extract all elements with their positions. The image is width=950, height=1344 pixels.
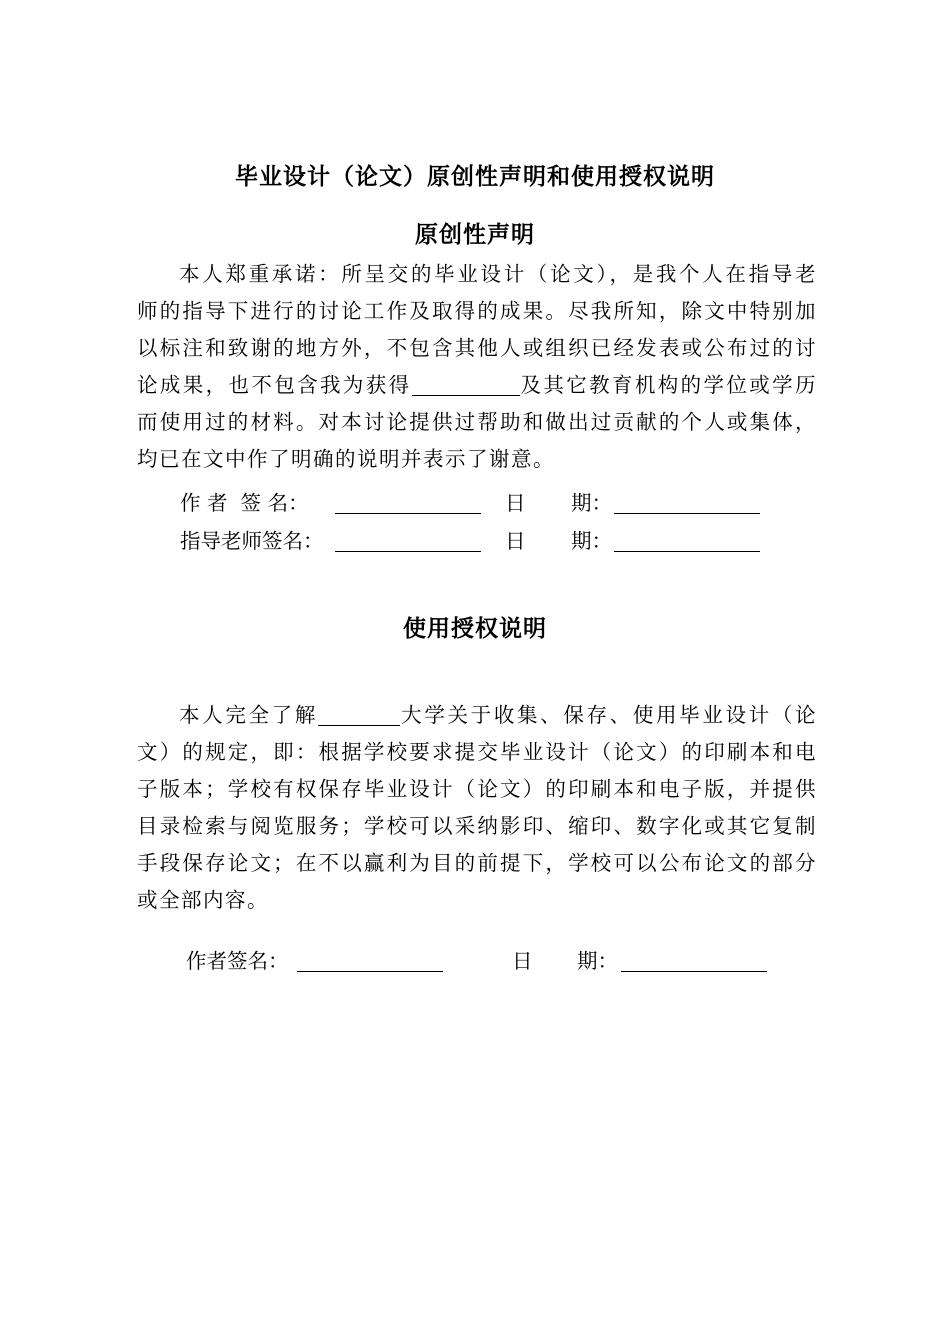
date-label-char-3: 日 [505, 529, 526, 553]
document-title: 毕业设计（论文）原创性声明和使用授权说明 [235, 164, 715, 190]
authorization-date-field[interactable] [621, 971, 767, 972]
advisor-signature-field[interactable] [335, 551, 481, 552]
advisor-date-field[interactable] [614, 551, 760, 552]
authorization-heading: 使用授权说明 [403, 616, 547, 642]
originality-heading: 原创性声明 [415, 222, 535, 248]
authorization-line-1a: 本人完全了解 [179, 703, 318, 727]
originality-line-6: 均已在文中作了明确的说明并表示了谢意。 [137, 447, 555, 471]
authorization-line-5: 手段保存论文；在不以赢利为目的前提下，学校可以公布论文的部分 [137, 851, 817, 875]
author-signature-label: 作 者 签 名： [180, 491, 309, 515]
date-label-char-1: 日 [505, 491, 526, 515]
authorization-signature-field[interactable] [297, 971, 443, 972]
authorization-line-1b: 大学关于收集、保存、使用毕业设计（论 [400, 703, 817, 727]
author-date-field[interactable] [614, 513, 760, 514]
advisor-signature-label: 指导老师签名： [180, 529, 324, 553]
originality-line-4a: 论成果，也不包含我为获得 [137, 373, 412, 397]
date-label-char-4: 期： [571, 529, 612, 553]
originality-line-2: 师的指导下进行的讨论工作及取得的成果。尽我所知，除文中特别加 [137, 299, 817, 323]
date-label-char-2: 期： [571, 491, 612, 515]
date-label-char-5: 日 [512, 949, 533, 973]
authorization-signature-label: 作者签名： [186, 949, 289, 973]
originality-line-4b: 及其它教育机构的学位或学历 [519, 373, 818, 397]
advisor-signature-row [0, 527, 950, 557]
author-signature-field[interactable] [335, 513, 481, 514]
authorization-line-4: 目录检索与阅览服务；学校可以采纳影印、缩印、数字化或其它复制 [137, 814, 817, 838]
author-signature-row [0, 489, 950, 519]
originality-line-5: 而使用过的材料。对本讨论提供过帮助和做出过贡献的个人或集体， [137, 410, 817, 434]
authorization-signature-row [0, 947, 950, 977]
authorization-line-3: 子版本；学校有权保存毕业设计（论文）的印刷本和电子版，并提供 [137, 777, 817, 801]
authorization-line-6: 或全部内容。 [137, 888, 269, 912]
authorization-paragraph [137, 697, 817, 919]
originality-line-4 [137, 367, 817, 404]
degree-blank-field[interactable] [412, 373, 520, 396]
originality-line-1: 本人郑重承诺：所呈交的毕业设计（论文），是我个人在指导老 [179, 262, 817, 286]
authorization-line-1 [137, 697, 817, 734]
originality-line-3: 以标注和致谢的地方外，不包含其他人或组织已经发表或公布过的讨 [137, 336, 817, 360]
university-blank-field[interactable] [318, 703, 400, 726]
authorization-line-2: 文）的规定，即：根据学校要求提交毕业设计（论文）的印刷本和电 [137, 740, 817, 764]
date-label-char-6: 期： [577, 949, 618, 973]
originality-paragraph [137, 256, 817, 478]
